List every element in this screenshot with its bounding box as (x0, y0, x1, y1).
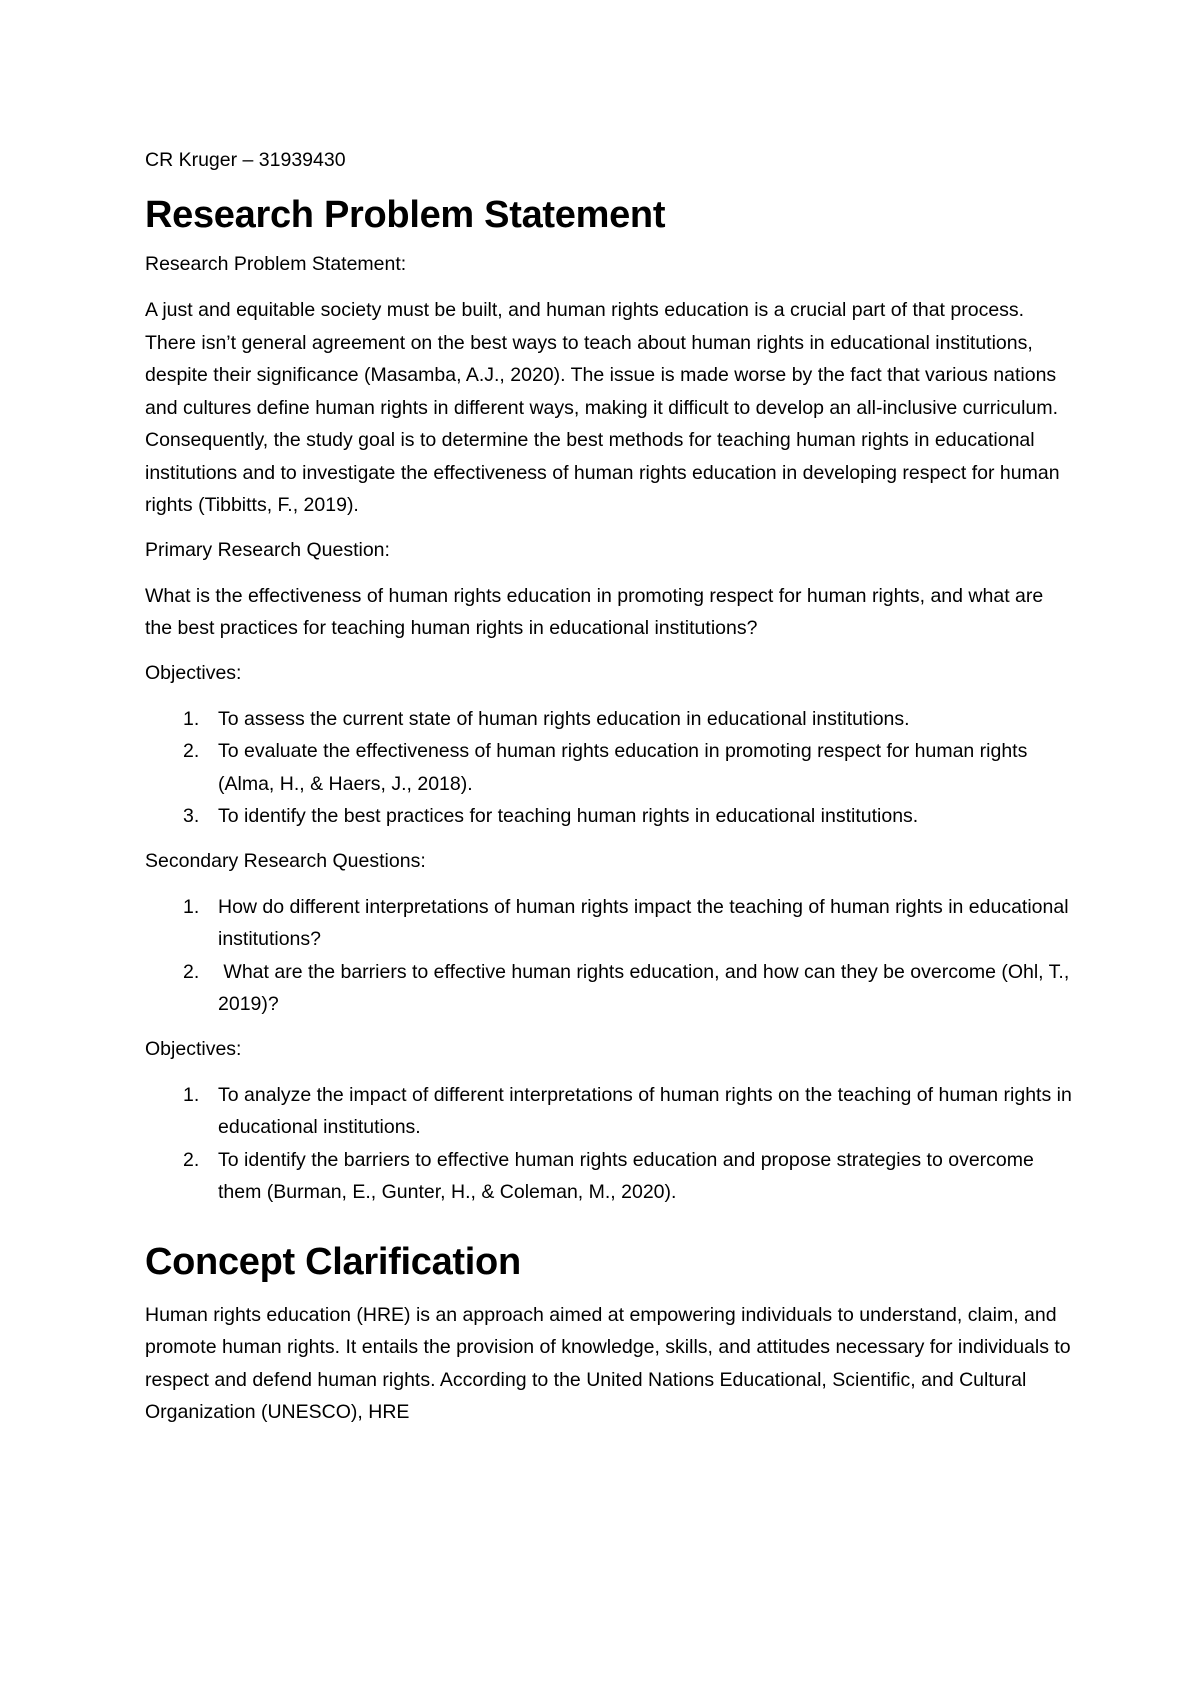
research-problem-paragraph: A just and equitable society must be built, and human rights education is a crucial part of that process. There isn’t general agreement on the best ways to teach about human rights in educational institutions, despite their significance (Masamba, A.J., 2020). The issue is made worse by the fact that various nations and cultures define human rights in different ways, making it difficult to develop an all-inclusive curriculum. Consequently, the study goal is to determine the best methods for teaching human rights in educational institutions and to investigate the effectiveness of human rights education in developing respect for human rights (Tibbitts, F., 2019). (145, 299, 1060, 516)
secondary-questions-label: Secondary Research Questions: (145, 849, 426, 872)
list-item (145, 956, 1075, 1021)
list-item (145, 1144, 1075, 1209)
document-page (145, 146, 1075, 1443)
author-line: CR Kruger – 31939430 (145, 149, 346, 171)
list-number: 1. (183, 895, 200, 918)
section-heading-concept-clarification: Concept Clarification (145, 1240, 521, 1283)
list-item-text: To analyze the impact of different interpretations of human rights on the teaching of human rights in educational institutions. (218, 1083, 1072, 1138)
research-problem-label: Research Problem Statement: (145, 253, 407, 275)
list-item-text: To evaluate the effectiveness of human rights education in promoting respect for human rights (Alma, H., & Haers, J., 2018). (218, 740, 1028, 795)
section-heading-research-problem: Research Problem Statement (145, 194, 666, 236)
objectives-list-secondary (145, 1079, 1075, 1209)
list-item-text: To assess the current state of human rights education in educational institutions. (218, 707, 910, 730)
primary-question-label: Primary Research Question: (145, 538, 390, 561)
objectives-list-primary (145, 703, 1075, 833)
list-item (145, 800, 1075, 833)
list-item (145, 703, 1075, 736)
list-item-text: To identify the best practices for teaching human rights in educational institutions. (218, 805, 919, 827)
concept-clarification-paragraph: Human rights education (HRE) is an approach aimed at empowering individuals to understand, claim, and promote human rights. It entails the provision of knowledge, skills, and attitudes necessary for individuals to respect and defend human rights. According to the United Nations Educational, Scientific, and Cultural Organization (UNESCO), HRE (145, 1303, 1071, 1423)
list-number: 2. (183, 740, 200, 762)
list-item-text: To identify the barriers to effective human rights education and propose strategies to overcome them (Burman, E., Gunter, H., & Coleman, M., 2020). (218, 1148, 1034, 1203)
objectives-label-primary: Objectives: (145, 661, 242, 684)
list-number: 2. (183, 1148, 200, 1171)
list-item (145, 891, 1075, 956)
list-item-text: What are the barriers to effective human rights education, and how can they be overcome (Ohl, T., 2019)? (218, 960, 1075, 1015)
list-number: 3. (183, 805, 200, 827)
list-number: 1. (183, 1083, 200, 1106)
objectives-label-secondary: Objectives: (145, 1037, 242, 1060)
secondary-questions-list (145, 891, 1075, 1021)
list-number: 1. (183, 707, 200, 730)
list-number: 2. (183, 960, 200, 983)
primary-question-text: What is the effectiveness of human rights education in promoting respect for human rights, and what are the best practices for teaching human rights in educational institutions? (145, 584, 1044, 639)
list-item (145, 1079, 1075, 1144)
list-item (145, 735, 1075, 800)
list-item-text: How do different interpretations of human rights impact the teaching of human rights in educational institutions? (218, 895, 1069, 950)
